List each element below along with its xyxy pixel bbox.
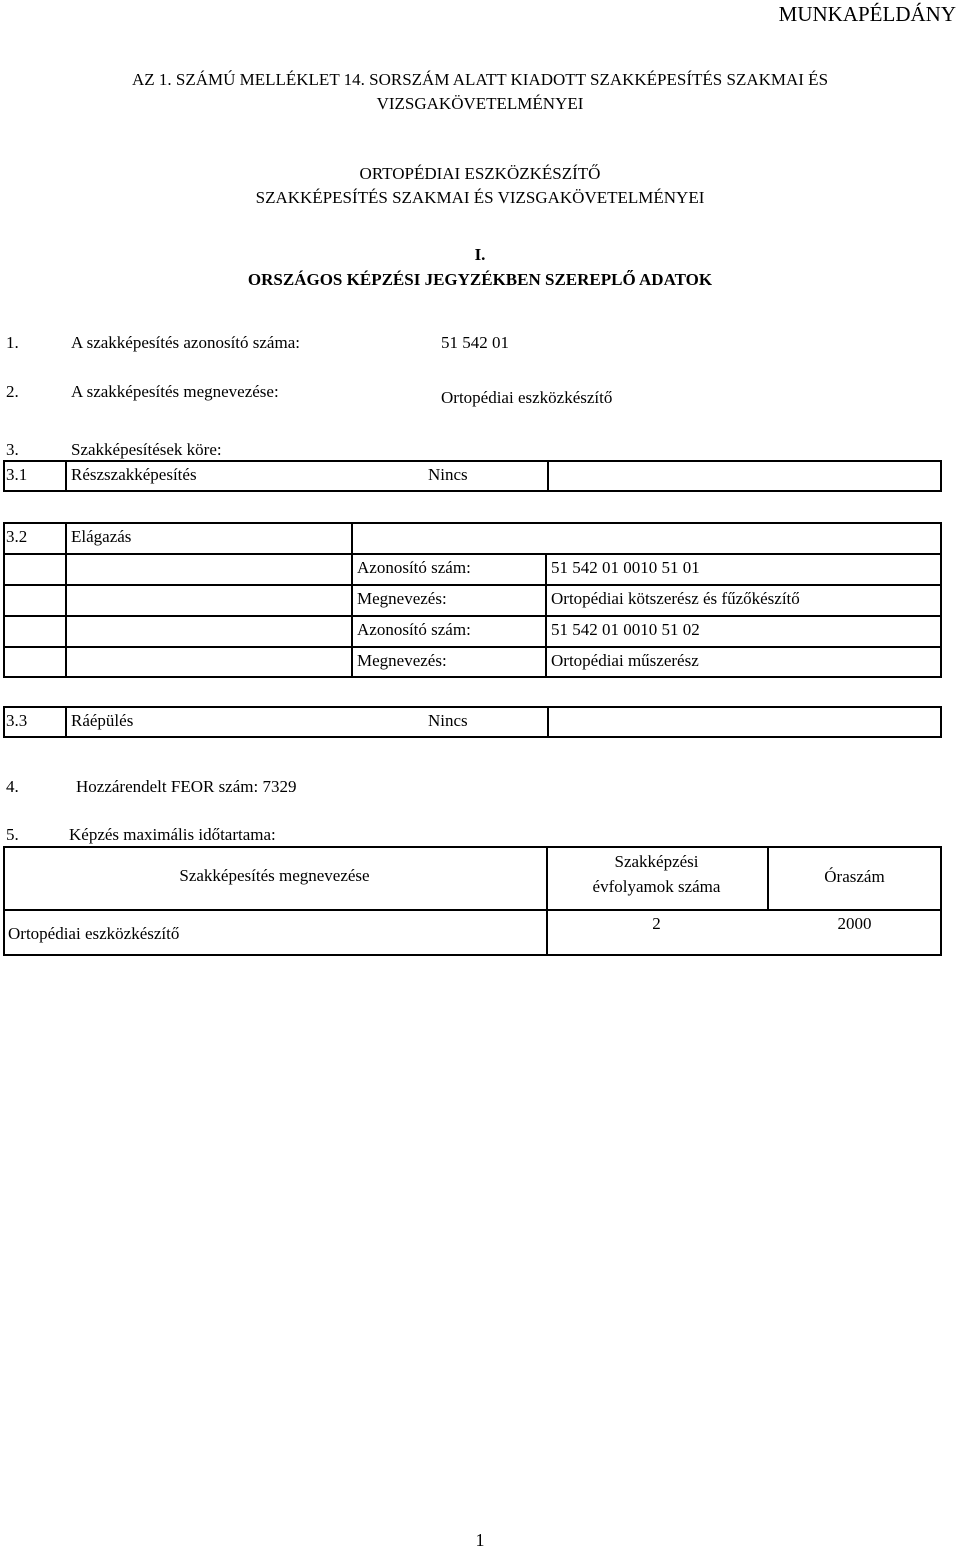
item3-number: 3. xyxy=(6,440,19,459)
item1-label: A szakképesítés azonosító száma: xyxy=(71,333,300,352)
subtitle-line1: ORTOPÉDIAI ESZKÖZKÉSZÍTŐ xyxy=(359,164,601,183)
item5-number: 5. xyxy=(6,825,19,844)
item1-number: 1. xyxy=(6,333,19,352)
prerequisite-box xyxy=(3,706,942,738)
item31-label: Részszakképesítés xyxy=(71,465,197,484)
branch1-name-key: Megnevezés: xyxy=(357,589,447,608)
branch2-name-value: Ortopédiai műszerész xyxy=(551,651,699,670)
duration-header-years-line2: évfolyamok száma xyxy=(592,877,721,896)
item4-label: Hozzárendelt FEOR szám: 7329 xyxy=(76,777,297,796)
duration-row-hours: 2000 xyxy=(837,914,872,933)
section-title: ORSZÁGOS KÉPZÉSI JEGYZÉKBEN SZEREPLŐ ADATOK xyxy=(247,270,713,289)
item33-value: Nincs xyxy=(428,711,468,730)
duration-header-name: Szakképesítés megnevezése xyxy=(179,866,370,885)
item33-number: 3.3 xyxy=(6,711,28,730)
branch1-name-value: Ortopédiai kötszerész és fűzőkészítő xyxy=(551,589,800,608)
branch1-id-key: Azonosító szám: xyxy=(357,558,471,577)
duration-header-hours: Óraszám xyxy=(824,867,885,886)
item33-label: Ráépülés xyxy=(71,711,134,730)
copy-label: MUNKAPÉLDÁNY xyxy=(778,2,956,26)
item2-label: A szakképesítés megnevezése: xyxy=(71,382,279,401)
section-number: I. xyxy=(474,245,486,264)
branch1-id-value: 51 542 01 0010 51 01 xyxy=(551,558,700,577)
item32-label: Elágazás xyxy=(71,527,132,546)
item5-label: Képzés maximális időtartama: xyxy=(69,825,276,844)
document-title-line1: AZ 1. SZÁMÚ MELLÉKLET 14. SORSZÁM ALATT KIADOTT SZAKKÉPESÍTÉS SZAKMAI ÉS xyxy=(131,70,829,89)
subtitle-line2: SZAKKÉPESÍTÉS SZAKMAI ÉS VIZSGAKÖVETELMÉNYEI xyxy=(255,188,705,207)
item32-number: 3.2 xyxy=(6,527,28,546)
item31-value: Nincs xyxy=(428,465,468,484)
page-number: 1 xyxy=(475,1530,485,1550)
duration-header-years-line1: Szakképzési xyxy=(614,852,699,871)
branch2-id-value: 51 542 01 0010 51 02 xyxy=(551,620,700,639)
document-title-line2: VIZSGAKÖVETELMÉNYEI xyxy=(376,94,584,113)
item2-value: Ortopédiai eszközkészítő xyxy=(441,388,613,407)
branching-table xyxy=(3,522,942,678)
branch2-id-key: Azonosító szám: xyxy=(357,620,471,639)
branch2-name-key: Megnevezés: xyxy=(357,651,447,670)
item1-value: 51 542 01 xyxy=(441,333,509,352)
item4-number: 4. xyxy=(6,777,19,796)
item2-number: 2. xyxy=(6,382,19,401)
duration-row-name: Ortopédiai eszközkészítő xyxy=(8,924,180,943)
item31-number: 3.1 xyxy=(6,465,28,484)
duration-row-years: 2 xyxy=(652,914,661,933)
item3-label: Szakképesítések köre: xyxy=(71,440,222,459)
